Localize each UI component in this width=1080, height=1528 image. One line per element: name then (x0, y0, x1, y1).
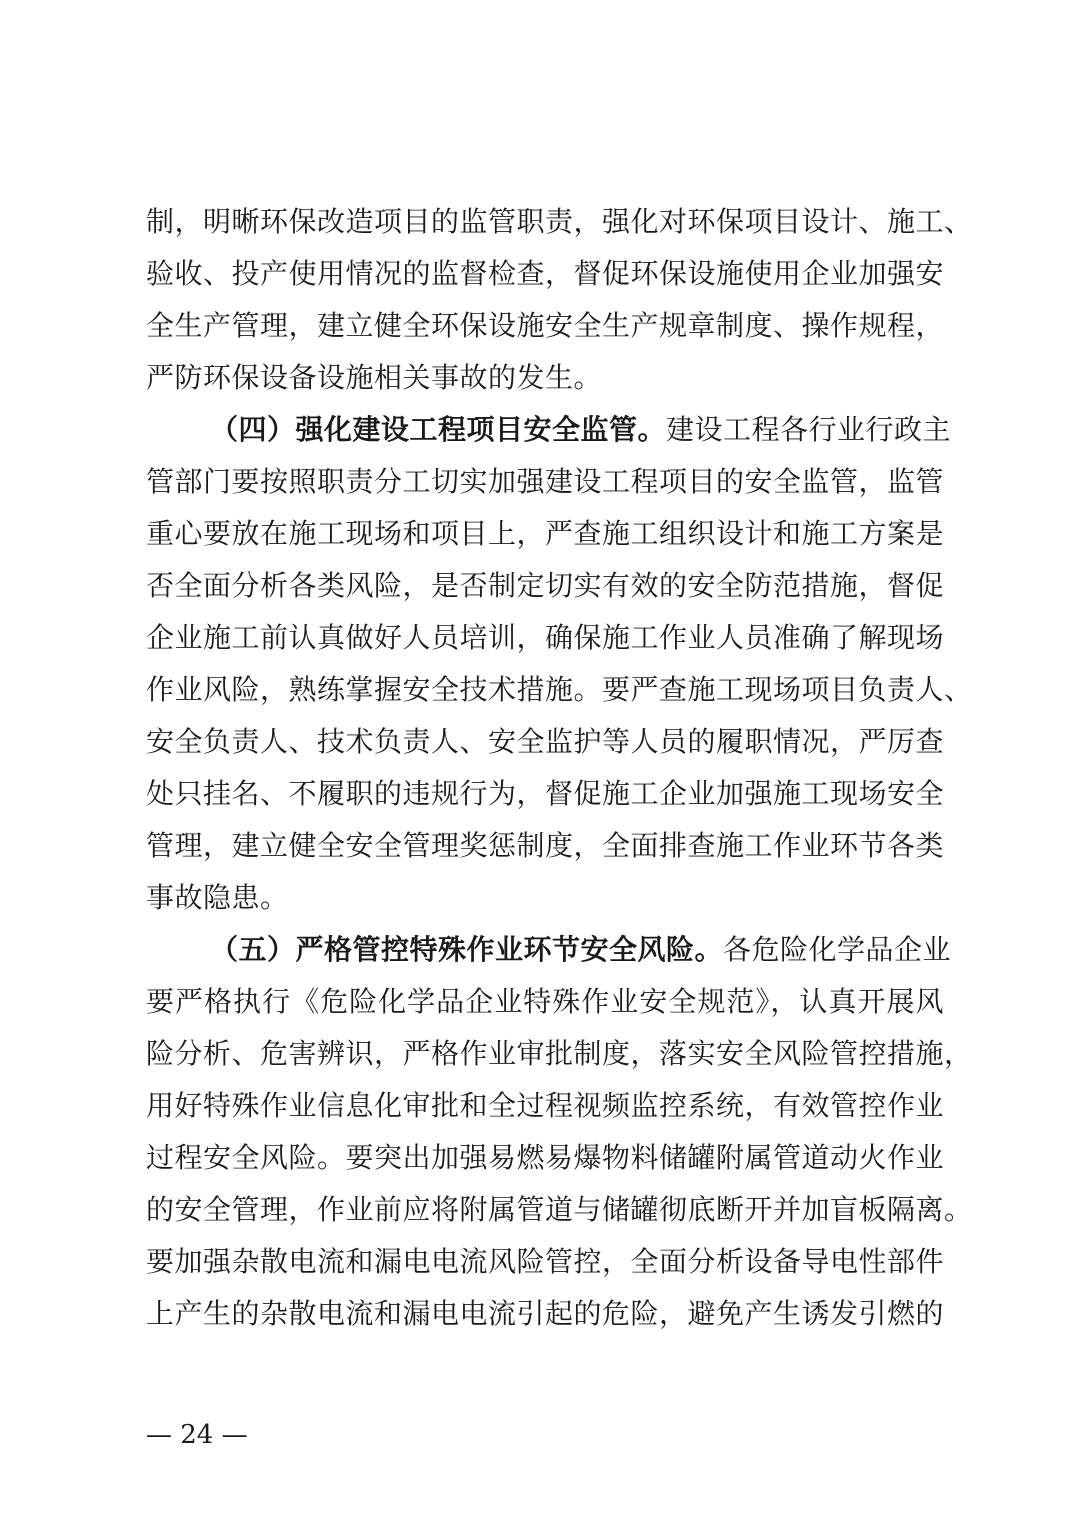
paragraph-3-line-6: 的安全管理，作业前应将附属管道与储罐彻底断开并加盲板隔离。 (146, 1193, 973, 1226)
paragraph-3-line-2: 要严格执行《危险化学品企业特殊作业安全规范》，认真开展风 (146, 985, 944, 1018)
page-number: — 24 — (146, 1420, 248, 1450)
section-heading-5: （五）严格管控特殊作业环节安全风险。 (210, 933, 724, 966)
paragraph-2-line-2: 管部门要按照职责分工切实加强建设工程项目的安全监管，监管 (146, 465, 945, 498)
section-heading-4: （四）强化建设工程项目安全监管。 (210, 413, 667, 446)
paragraph-3-line-4: 用好特殊作业信息化审批和全过程视频监控系统，有效管控作业 (146, 1089, 945, 1122)
paragraph-2-line-6: 作业风险，熟练掌握安全技术措施。要严查施工现场项目负责人、 (146, 673, 973, 706)
paragraph-2-line-8: 处只挂名、不履职的违规行为，督促施工企业加强施工现场安全 (146, 777, 945, 810)
paragraph-2-line-7: 安全负责人、技术负责人、安全监护等人员的履职情况，严厉查 (146, 725, 945, 758)
paragraph-1-line-4: 严防环保设备设施相关事故的发生。 (146, 361, 603, 394)
paragraph-2-line-1-text: 建设工程各行业行政主 (666, 413, 952, 446)
paragraph-3-line-1 (146, 924, 952, 976)
paragraph-3-line-1-text: 各危险化学品企业 (723, 933, 952, 966)
paragraph-3-line-3: 险分析、危害辨识，严格作业审批制度，落实安全风险管控措施， (146, 1037, 973, 1070)
paragraph-3-line-5: 过程安全风险。要突出加强易燃易爆物料储罐附属管道动火作业 (146, 1141, 945, 1174)
paragraph-2-line-9: 管理，建立健全安全管理奖惩制度，全面排查施工作业环节各类 (146, 829, 945, 862)
paragraph-3-line-7: 要加强杂散电流和漏电电流风险管控，全面分析设备导电性部件 (146, 1245, 945, 1278)
paragraph-2-line-4: 否全面分析各类风险，是否制定切实有效的安全防范措施，督促 (146, 569, 945, 602)
paragraph-1-line-3: 全生产管理，建立健全环保设施安全生产规章制度、操作规程， (146, 309, 945, 342)
paragraph-1-line-2: 验收、投产使用情况的监督检查，督促环保设施使用企业加强安 (146, 257, 945, 290)
paragraph-2-line-10: 事故隐患。 (146, 881, 289, 914)
paragraph-1-line-1: 制，明晰环保改造项目的监管职责，强化对环保项目设计、施工、 (146, 205, 973, 238)
paragraph-2-line-3: 重心要放在施工现场和项目上，严查施工组织设计和施工方案是 (146, 517, 945, 550)
paragraph-2-line-1 (146, 404, 952, 456)
paragraph-2-line-5: 企业施工前认真做好人员培训，确保施工作业人员准确了解现场 (146, 621, 945, 654)
body-text (146, 196, 973, 1340)
paragraph-3-line-8: 上产生的杂散电流和漏电电流引起的危险，避免产生诱发引燃的 (146, 1297, 945, 1330)
